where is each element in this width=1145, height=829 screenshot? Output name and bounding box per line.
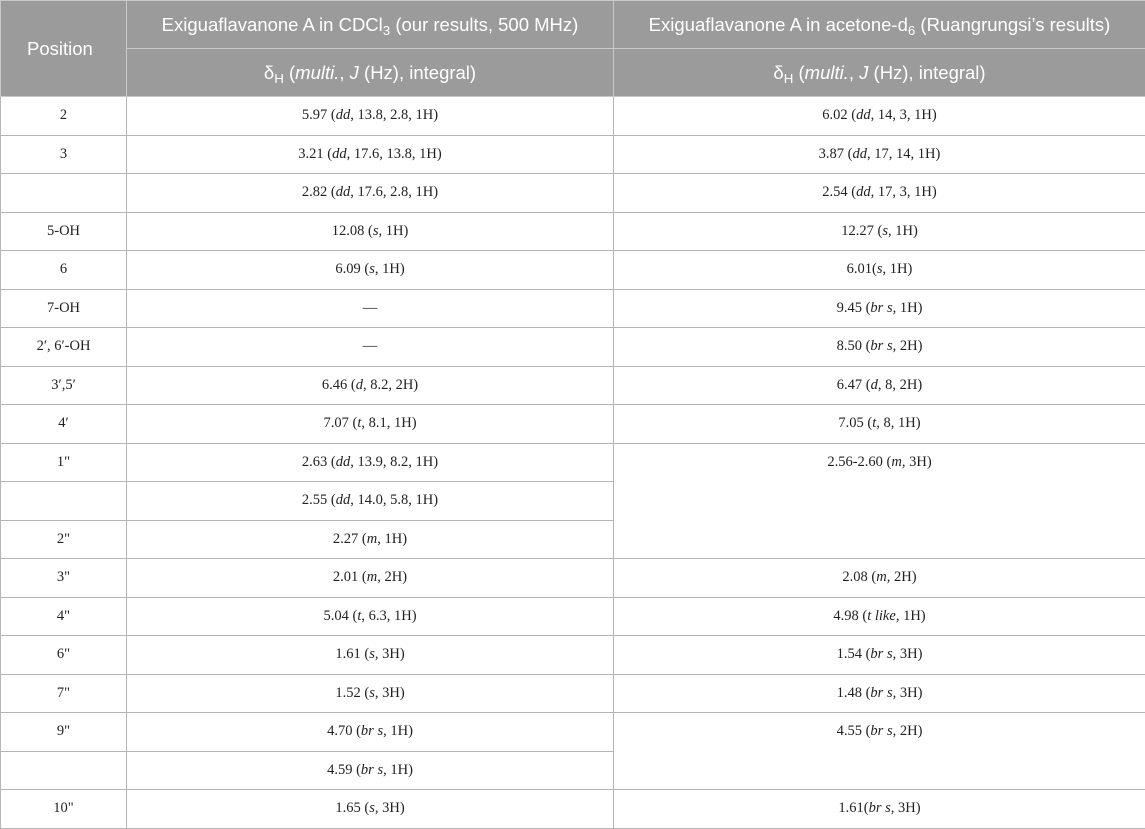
table-row	[1, 405, 1145, 444]
acetone-cell: 6.47 (d, 8, 2H)	[614, 366, 1145, 405]
table-row	[1, 289, 1145, 328]
cdcl3-cell: 1.61 (s, 3H)	[127, 636, 614, 675]
cdcl3-cell: 1.65 (s, 3H)	[127, 790, 614, 829]
table-row	[1, 597, 1145, 636]
table-row	[1, 251, 1145, 290]
table-row	[1, 174, 1145, 213]
acetone-cell: 2.08 (m, 2H)	[614, 559, 1145, 598]
table-row	[1, 135, 1145, 174]
cdcl3-cell: 2.27 (m, 1H)	[127, 520, 614, 559]
subheader-row	[1, 49, 1145, 97]
position-cell: 4′	[1, 405, 127, 444]
acetone-cell: 12.27 (s, 1H)	[614, 212, 1145, 251]
position-cell	[1, 174, 127, 213]
position-cell	[1, 751, 127, 790]
position-cell: 10"	[1, 790, 127, 829]
table-row	[1, 636, 1145, 675]
acetone-cell: 1.48 (br s, 3H)	[614, 674, 1145, 713]
cdcl3-cell: 2.82 (dd, 17.6, 2.8, 1H)	[127, 174, 614, 213]
acetone-merged-cell: 4.55 (br s, 2H)	[614, 713, 1145, 790]
cdcl3-cell: 6.09 (s, 1H)	[127, 251, 614, 290]
cdcl3-cell: —	[127, 328, 614, 367]
acetone-cell: 1.54 (br s, 3H)	[614, 636, 1145, 675]
table-row	[1, 559, 1145, 598]
position-cell: 7"	[1, 674, 127, 713]
position-cell: 7-OH	[1, 289, 127, 328]
table-row	[1, 366, 1145, 405]
acetone-cell: 6.01(s, 1H)	[614, 251, 1145, 290]
cdcl3-cell: 5.04 (t, 6.3, 1H)	[127, 597, 614, 636]
cdcl3-cell: 4.59 (br s, 1H)	[127, 751, 614, 790]
acetone-cell: 1.61(br s, 3H)	[614, 790, 1145, 829]
acetone-cell: 3.87 (dd, 17, 14, 1H)	[614, 135, 1145, 174]
acetone-cell: 6.02 (dd, 14, 3, 1H)	[614, 97, 1145, 136]
position-cell: 1"	[1, 443, 127, 482]
position-cell: 2′, 6′-OH	[1, 328, 127, 367]
cdcl3-column-header: Exiguaflavanone A in CDCl$_3$ (our results, 500 MHz)	[127, 1, 614, 49]
cdcl3-cell: 12.08 (s, 1H)	[127, 212, 614, 251]
acetone-cell: 2.54 (dd, 17, 3, 1H)	[614, 174, 1145, 213]
position-cell: 2"	[1, 520, 127, 559]
position-cell: 5-OH	[1, 212, 127, 251]
position-cell: 2	[1, 97, 127, 136]
cdcl3-cell: 2.55 (dd, 14.0, 5.8, 1H)	[127, 482, 614, 521]
position-cell	[1, 482, 127, 521]
cdcl3-cell: 2.01 (m, 2H)	[127, 559, 614, 598]
acetone-cell: 7.05 (t, 8, 1H)	[614, 405, 1145, 444]
acetone-merged-cell: 2.56-2.60 (m, 3H)	[614, 443, 1145, 559]
table-row	[1, 443, 1145, 482]
acetone-cell: 8.50 (br s, 2H)	[614, 328, 1145, 367]
position-cell: 3	[1, 135, 127, 174]
table-row	[1, 790, 1145, 829]
position-cell: 3′,5′	[1, 366, 127, 405]
position-cell: 6	[1, 251, 127, 290]
acetone-subheader: $\delta_H$ (multi., J (Hz), integral)	[614, 49, 1145, 97]
cdcl3-cell: 6.46 (d, 8.2, 2H)	[127, 366, 614, 405]
acetone-column-header: Exiguaflavanone A in acetone-$d_6$ (Ruangrungsi’s results)	[614, 1, 1145, 49]
cdcl3-cell: 5.97 (dd, 13.8, 2.8, 1H)	[127, 97, 614, 136]
cdcl3-subheader: $\delta_H$ (multi., J (Hz), integral)	[127, 49, 614, 97]
position-cell: 9"	[1, 713, 127, 752]
position-cell: 3"	[1, 559, 127, 598]
cdcl3-cell: 1.52 (s, 3H)	[127, 674, 614, 713]
table-row	[1, 674, 1145, 713]
position-header: Position	[1, 1, 127, 97]
position-cell: 4"	[1, 597, 127, 636]
cdcl3-cell: 3.21 (dd, 17.6, 13.8, 1H)	[127, 135, 614, 174]
position-cell: 6"	[1, 636, 127, 675]
acetone-cell: 4.98 (t like, 1H)	[614, 597, 1145, 636]
table-row	[1, 328, 1145, 367]
table-row	[1, 97, 1145, 136]
cdcl3-cell: 7.07 (t, 8.1, 1H)	[127, 405, 614, 444]
table-row	[1, 713, 1145, 752]
cdcl3-cell: 2.63 (dd, 13.9, 8.2, 1H)	[127, 443, 614, 482]
cdcl3-cell: 4.70 (br s, 1H)	[127, 713, 614, 752]
table-row	[1, 212, 1145, 251]
cdcl3-cell: —	[127, 289, 614, 328]
header-row	[1, 1, 1145, 49]
acetone-cell: 9.45 (br s, 1H)	[614, 289, 1145, 328]
